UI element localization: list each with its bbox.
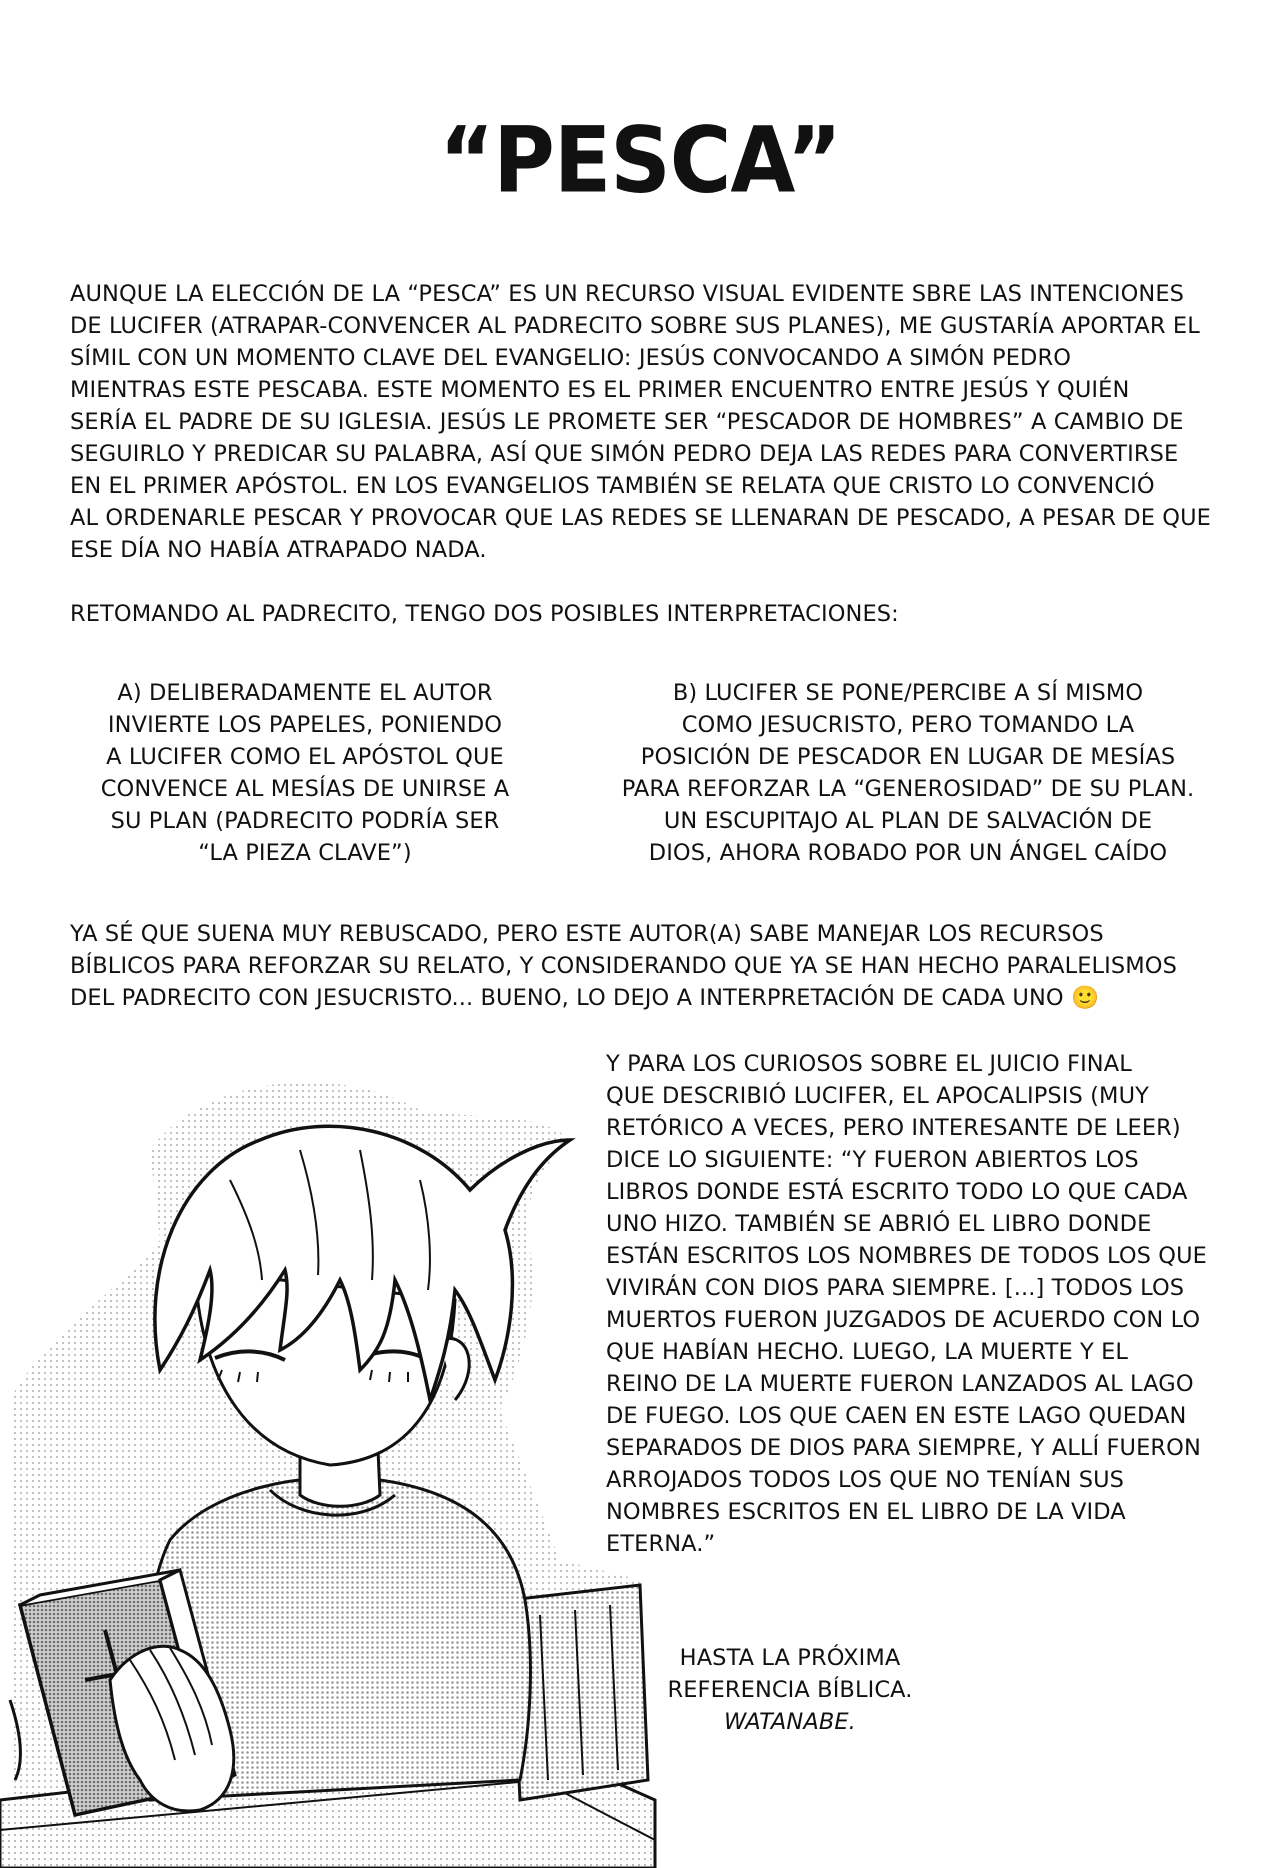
text-line: AUNQUE LA ELECCIÓN DE LA “PESCA” ES UN RECURSO VISUAL EVIDENTE SBRE LAS INTENCIONES (70, 281, 1185, 307)
text-line: A) DELIBERADAMENTE EL AUTOR (117, 680, 493, 706)
text-line: SÍMIL CON UN MOMENTO CLAVE DEL EVANGELIO: JESÚS CONVOCANDO A SIMÓN PEDRO (70, 345, 1072, 371)
text-line: PARA REFORZAR LA “GENEROSIDAD” DE SU PLAN. (621, 776, 1195, 802)
text-line: SU PLAN (PADRECITO PODRÍA SER (110, 808, 500, 834)
text-line: AL ORDENARLE PESCAR Y PROVOCAR QUE LAS REDES SE LLENARAN DE PESCADO, A PESAR DE QUE (70, 505, 1211, 531)
text-line: DEL PADRECITO CON JESUCRISTO... BUENO, LO DEJO A INTERPRETACIÓN DE CADA UNO 🙂 (70, 985, 1100, 1011)
text-line: DICE LO SIGUIENTE: “Y FUERON ABIERTOS LOS (606, 1147, 1139, 1173)
text-line: SERÍA EL PADRE DE SU IGLESIA. JESÚS LE PROMETE SER “PESCADOR DE HOMBRES” A CAMBIO DE (70, 409, 1184, 435)
text-line: DE LUCIFER (ATRAPAR-CONVENCER AL PADRECITO SOBRE SUS PLANES), ME GUSTARÍA APORTAR EL (70, 313, 1200, 339)
text-line: QUE HABÍAN HECHO. LUEGO, LA MUERTE Y EL (606, 1339, 1129, 1365)
text-line: ETERNA.” (606, 1531, 716, 1557)
text-line: DE FUEGO. LOS QUE CAEN EN ESTE LAGO QUEDAN (606, 1403, 1187, 1429)
text-line: ESTÁN ESCRITOS LOS NOMBRES DE TODOS LOS QUE (606, 1243, 1207, 1269)
text-line: DIOS, AHORA ROBADO POR UN ÁNGEL CAÍDO (648, 840, 1168, 866)
text-line: RETOMANDO AL PADRECITO, TENGO DOS POSIBLES INTERPRETACIONES: (70, 601, 899, 627)
signature-line: HASTA LA PRÓXIMA (679, 1645, 901, 1671)
text-line: POSICIÓN DE PESCADOR EN LUGAR DE MESÍAS (640, 744, 1176, 770)
interpretations-intro (70, 598, 1230, 630)
text-line: ARROJADOS TODOS LOS QUE NO TENÍAN SUS (606, 1467, 1125, 1493)
closing-paragraph (70, 918, 1230, 1014)
signature-line: REFERENCIA BÍBLICA. (667, 1677, 913, 1703)
page-title: “PESCA” (439, 107, 841, 213)
text-line: REINO DE LA MUERTE FUERON LANZADOS AL LAGO (606, 1371, 1194, 1397)
text-line: UN ESCUPITAJO AL PLAN DE SALVACIÓN DE (663, 808, 1153, 834)
text-line: RETÓRICO A VECES, PERO INTERESANTE DE LEER) (606, 1115, 1181, 1141)
text-line: YA SÉ QUE SUENA MUY REBUSCADO, PERO ESTE AUTOR(A) SABE MANEJAR LOS RECURSOS (70, 921, 1104, 947)
boy-reading-bible-icon (0, 1040, 660, 1868)
text-line: LIBROS DONDE ESTÁ ESCRITO TODO LO QUE CADA (606, 1179, 1188, 1205)
signature-author: WATANABE. (724, 1709, 856, 1735)
text-line: MUERTOS FUERON JUZGADOS DE ACUERDO CON LO (606, 1307, 1201, 1333)
text-line: A LUCIFER COMO EL APÓSTOL QUE (106, 744, 504, 770)
signature-block (640, 1642, 940, 1738)
text-line: QUE DESCRIBIÓ LUCIFER, EL APOCALIPSIS (MUY (606, 1083, 1149, 1109)
text-line: VIVIRÁN CON DIOS PARA SIEMPRE. [...] TODOS LOS (606, 1275, 1185, 1301)
text-line: COMO JESUCRISTO, PERO TOMANDO LA (681, 712, 1135, 738)
text-line: B) LUCIFER SE PONE/PERCIBE A SÍ MISMO (672, 680, 1144, 706)
apocalypse-paragraph (606, 1048, 1236, 1560)
text-line: MIENTRAS ESTE PESCABA. ESTE MOMENTO ES EL PRIMER ENCUENTRO ENTRE JESÚS Y QUIÉN (70, 377, 1130, 403)
text-line: EN EL PRIMER APÓSTOL. EN LOS EVANGELIOS TAMBIÉN SE RELATA QUE CRISTO LO CONVENCIÓ (70, 473, 1155, 499)
text-line: UNO HIZO. TAMBIÉN SE ABRIÓ EL LIBRO DONDE (606, 1211, 1152, 1237)
text-line: BÍBLICOS PARA REFORZAR SU RELATO, Y CONSIDERANDO QUE YA SE HAN HECHO PARALELISMOS (70, 953, 1177, 979)
text-line: CONVENCE AL MESÍAS DE UNIRSE A (100, 776, 510, 802)
text-line: ESE DÍA NO HABÍA ATRAPADO NADA. (70, 537, 487, 563)
interpretation-a (80, 677, 530, 869)
interpretation-b (618, 677, 1198, 869)
text-line: SEPARADOS DE DIOS PARA SIEMPRE, Y ALLÍ FUERON (606, 1435, 1201, 1461)
text-line: SEGUIRLO Y PREDICAR SU PALABRA, ASÍ QUE SIMÓN PEDRO DEJA LAS REDES PARA CONVERTIRSE (70, 441, 1179, 467)
text-line: Y PARA LOS CURIOSOS SOBRE EL JUICIO FINAL (606, 1051, 1132, 1077)
text-line: INVIERTE LOS PAPELES, PONIENDO (107, 712, 503, 738)
intro-paragraph (70, 278, 1230, 566)
text-line: NOMBRES ESCRITOS EN EL LIBRO DE LA VIDA (606, 1499, 1126, 1525)
text-line: “LA PIEZA CLAVE”) (198, 840, 412, 866)
